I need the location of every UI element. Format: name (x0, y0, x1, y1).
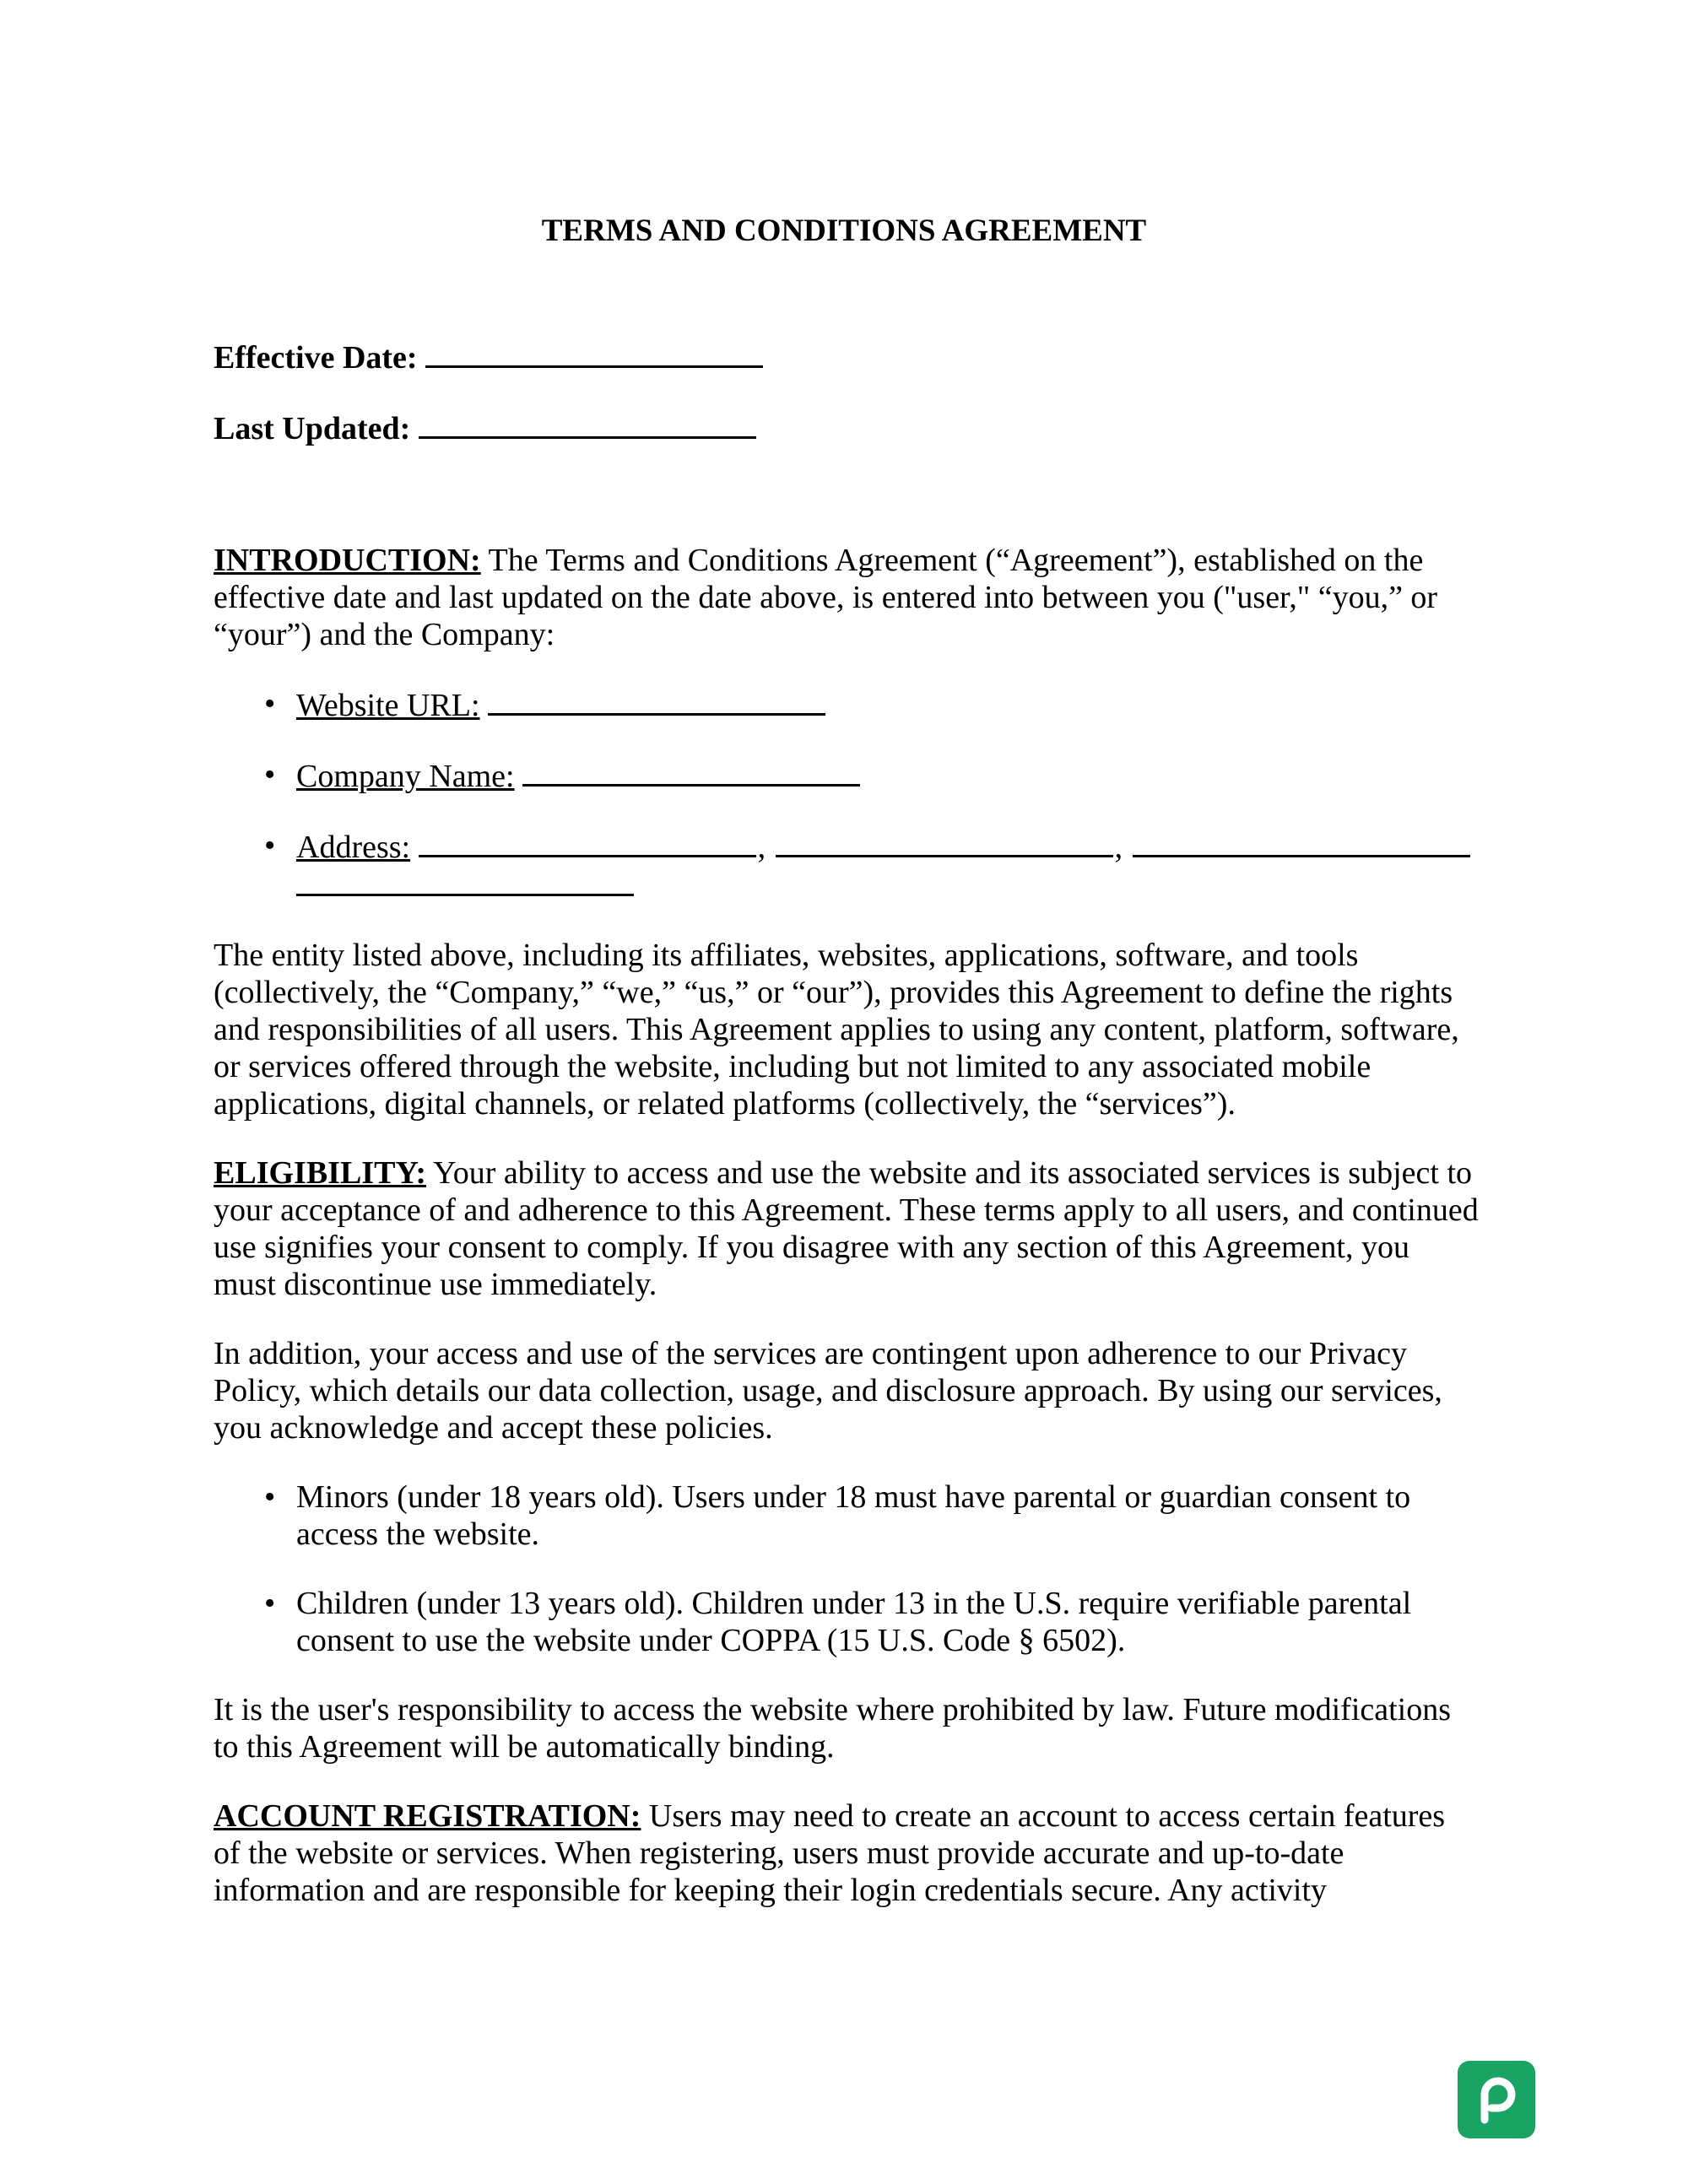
account-registration-heading: ACCOUNT REGISTRATION: (214, 1798, 641, 1834)
document-body (214, 338, 1480, 1941)
effective-date-field (214, 338, 1480, 376)
last-updated-field (214, 408, 1480, 447)
list-item (214, 1585, 1480, 1659)
website-url-blank[interactable] (488, 685, 825, 716)
address-state-blank[interactable] (1133, 827, 1470, 857)
list-item (214, 1479, 1480, 1553)
website-url-label: Website URL: (296, 688, 480, 723)
effective-date-blank[interactable] (425, 338, 763, 368)
bullet-icon: • (264, 757, 276, 792)
list-item (214, 685, 1480, 724)
list-item (214, 756, 1480, 795)
address-zip-blank[interactable] (296, 866, 634, 896)
company-name-label: Company Name: (296, 759, 515, 794)
eligibility-text: Your ability to access and use the website and its associated services is subject to your acceptance of and adherence to this Agreement. These terms apply to all users, and continued use signifies your consent to comply. If you disagree with any section of this Agreement, you must discontinue use immediately. (214, 1155, 1479, 1302)
introduction-paragraph (214, 542, 1480, 653)
company-name-blank[interactable] (522, 756, 860, 787)
document-title: TERMS AND CONDITIONS AGREEMENT (541, 214, 1147, 248)
address-separator: , (1114, 830, 1123, 865)
introduction-text: The Terms and Conditions Agreement (“Agreement”), established on the effective date and last updated on the date above, is entered into between you ("user," “you,” or “your”) and the Company: (214, 543, 1438, 652)
minors-text: Minors (under 18 years old). Users under 18 must have parental or guardian consent to access the website. (296, 1479, 1411, 1552)
responsibility-paragraph: It is the user's responsibility to access the website where prohibited by law. Future modifications to this Agreement will be automatically binding. (214, 1692, 1452, 1765)
last-updated-blank[interactable] (419, 408, 756, 439)
address-label: Address: (296, 830, 411, 865)
bullet-icon: • (264, 686, 276, 722)
bullet-icon: • (264, 1586, 276, 1621)
address-street-blank[interactable] (419, 827, 756, 857)
introduction-heading: INTRODUCTION: (214, 543, 481, 578)
age-requirements-list (214, 1479, 1480, 1659)
brand-logo-icon[interactable] (1458, 2061, 1535, 2138)
company-fields-list (214, 685, 1480, 905)
eligibility-paragraph (214, 1154, 1480, 1303)
effective-date-label: Effective Date: (214, 340, 418, 376)
section-spacer (214, 479, 1480, 542)
account-registration-text: Users may need to create an account to access certain features of the website or services. When registering, users must provide accurate and up-to-date information and are responsible for keeping their login credentials secure. Any activity (214, 1798, 1446, 1908)
bullet-icon: • (264, 1479, 276, 1515)
address-city-blank[interactable] (776, 827, 1113, 857)
children-text: Children (under 13 years old). Children under 13 in the U.S. require verifiable parental consent to use the website under COPPA (15 U.S. Code § 6502). (296, 1586, 1412, 1658)
entity-paragraph: The entity listed above, including its affiliates, websites, applications, software, and tools (collectively, the “Company,” “we,” “us,” or “our”), provides this Agreement to define the rights and responsibilities of all users. This Agreement applies to using any content, platform, software, or services offered through the website, including but not limited to any associated mobile applications, digital channels, or related platforms (collectively, the “services”). (214, 938, 1459, 1122)
eligibility-heading: ELIGIBILITY: (214, 1155, 427, 1191)
logo-glyph (1458, 2061, 1535, 2138)
privacy-paragraph: In addition, your access and use of the services are contingent upon adherence to our Privacy Policy, which details our data collection, usage, and disclosure approach. By using our services, you acknowledge and accept these policies. (214, 1336, 1442, 1446)
last-updated-label: Last Updated: (214, 411, 411, 446)
list-item (214, 827, 1480, 905)
address-separator: , (757, 830, 766, 865)
bullet-icon: • (264, 828, 276, 863)
account-registration-paragraph (214, 1797, 1480, 1909)
